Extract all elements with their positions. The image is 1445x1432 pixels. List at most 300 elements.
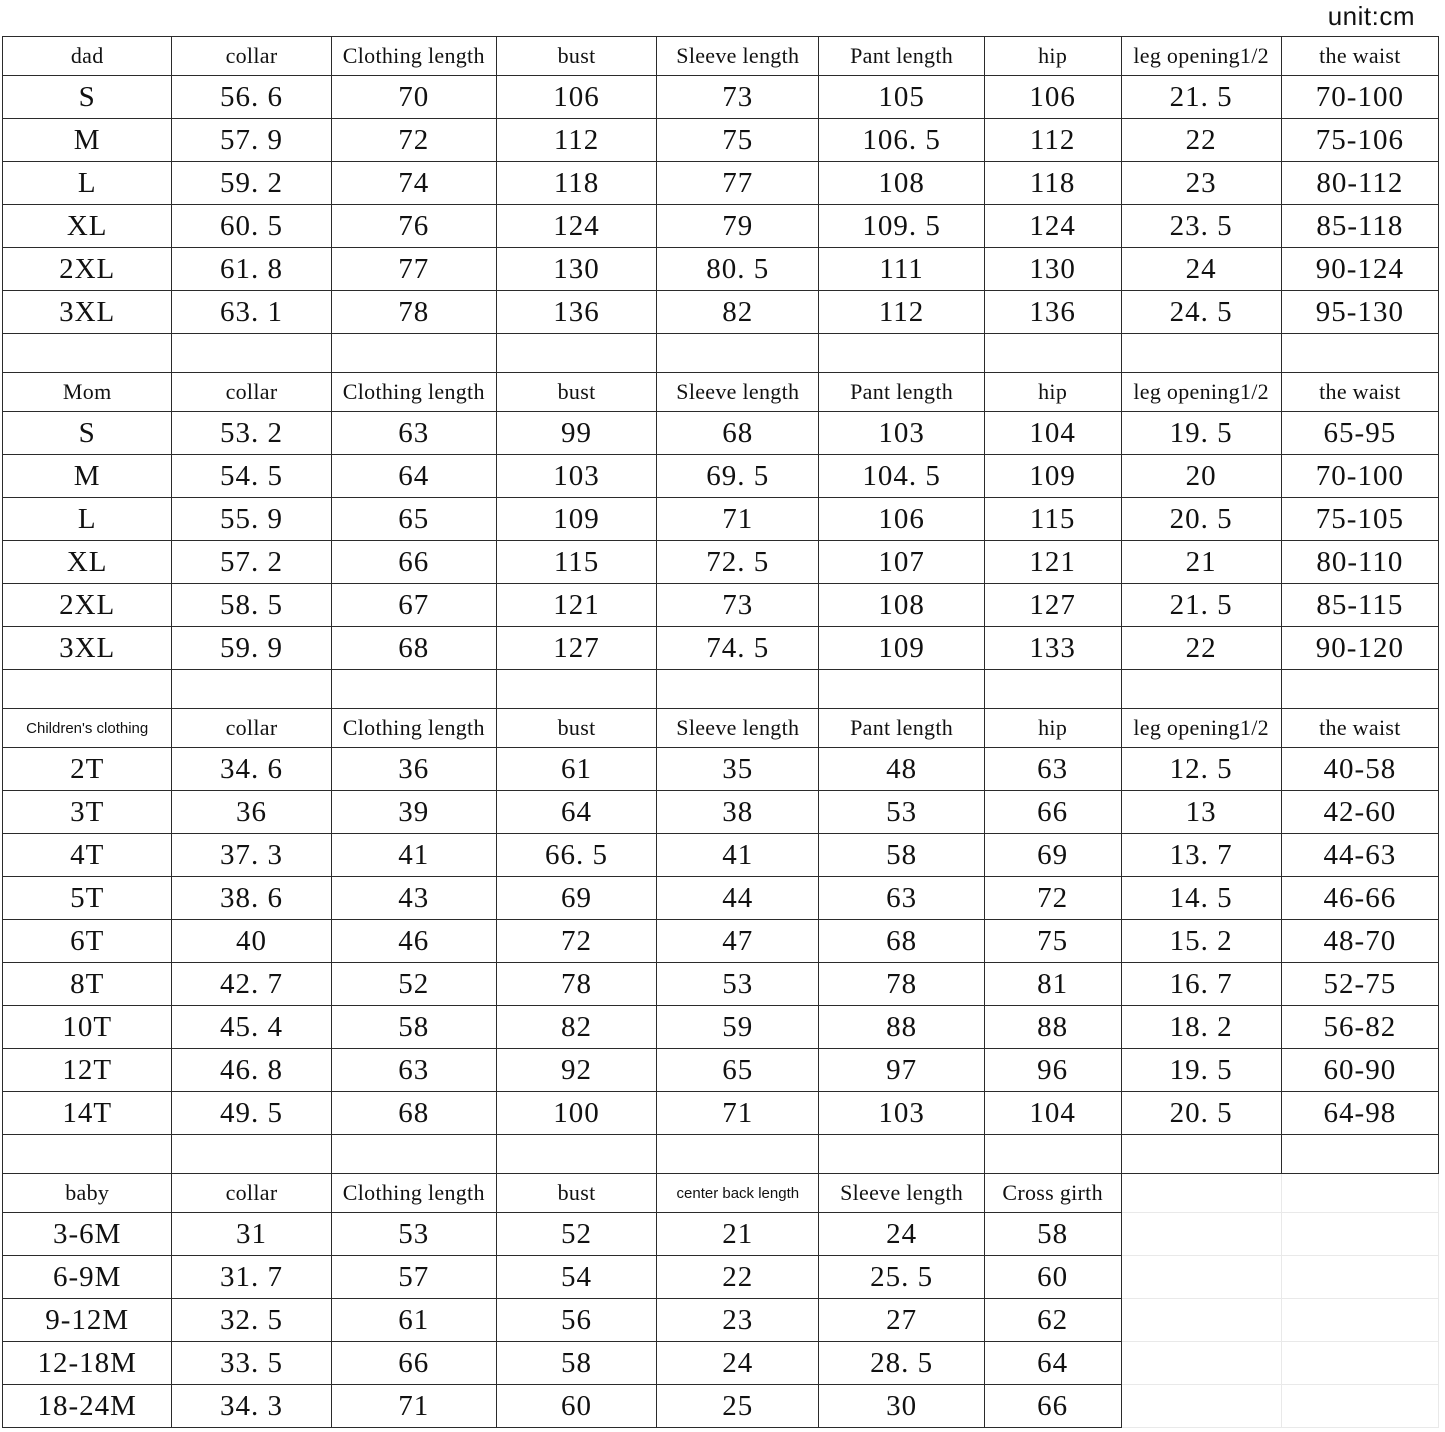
cell-bust: 66. 5 <box>496 834 656 877</box>
col-sleeve-length: Sleeve length <box>657 709 819 748</box>
size-label: 18-24M <box>3 1385 172 1428</box>
size-label: 12T <box>3 1049 172 1092</box>
cell-sleeve-length: 73 <box>657 76 819 119</box>
col-clothing-length: Clothing length <box>331 37 496 76</box>
cell-bust: 121 <box>496 584 656 627</box>
cell-leg-opening: 20 <box>1121 455 1281 498</box>
cell-cross-girth: 66 <box>984 1385 1121 1428</box>
section-spacer <box>3 670 1439 709</box>
cell-center-back-length: 23 <box>657 1299 819 1342</box>
cell-waist: 90-120 <box>1281 627 1438 670</box>
cell-cross-girth: 64 <box>984 1342 1121 1385</box>
cell-bust: 64 <box>496 791 656 834</box>
cell-clothing-length: 53 <box>331 1213 496 1256</box>
col-collar: collar <box>172 1174 331 1213</box>
empty-cell <box>1281 1256 1438 1299</box>
col-bust: bust <box>496 37 656 76</box>
empty-cell <box>1281 1342 1438 1385</box>
empty-cell <box>1281 1174 1438 1213</box>
size-chart-table <box>2 36 1439 1428</box>
table-row <box>3 76 1439 119</box>
cell-pant-length: 106 <box>819 498 984 541</box>
table-row <box>3 1256 1439 1299</box>
cell-sleeve-length: 47 <box>657 920 819 963</box>
cell-clothing-length: 61 <box>331 1299 496 1342</box>
cell-hip: 124 <box>984 205 1121 248</box>
size-label: 6-9M <box>3 1256 172 1299</box>
spacer-cell <box>984 334 1121 373</box>
spacer-cell <box>1121 1135 1281 1174</box>
cell-pant-length: 53 <box>819 791 984 834</box>
cell-waist: 65-95 <box>1281 412 1438 455</box>
cell-pant-length: 105 <box>819 76 984 119</box>
cell-center-back-length: 22 <box>657 1256 819 1299</box>
cell-waist: 60-90 <box>1281 1049 1438 1092</box>
cell-hip: 75 <box>984 920 1121 963</box>
cell-sleeve-length: 35 <box>657 748 819 791</box>
cell-clothing-length: 72 <box>331 119 496 162</box>
cell-bust: 61 <box>496 748 656 791</box>
cell-clothing-length: 57 <box>331 1256 496 1299</box>
cell-pant-length: 112 <box>819 291 984 334</box>
cell-hip: 81 <box>984 963 1121 1006</box>
cell-leg-opening: 19. 5 <box>1121 412 1281 455</box>
table-row <box>3 119 1439 162</box>
table-row <box>3 920 1439 963</box>
cell-sleeve-length: 72. 5 <box>657 541 819 584</box>
cell-hip: 104 <box>984 412 1121 455</box>
cell-collar: 55. 9 <box>172 498 331 541</box>
cell-collar: 34. 3 <box>172 1385 331 1428</box>
cell-sleeve-length: 41 <box>657 834 819 877</box>
cell-bust: 118 <box>496 162 656 205</box>
col-collar: collar <box>172 37 331 76</box>
cell-clothing-length: 46 <box>331 920 496 963</box>
cell-bust: 92 <box>496 1049 656 1092</box>
cell-hip: 112 <box>984 119 1121 162</box>
cell-hip: 121 <box>984 541 1121 584</box>
col-bust: bust <box>496 373 656 412</box>
spacer-cell <box>496 670 656 709</box>
cell-sleeve-length: 28. 5 <box>819 1342 984 1385</box>
cell-hip: 136 <box>984 291 1121 334</box>
cell-pant-length: 103 <box>819 1092 984 1135</box>
spacer-cell <box>331 1135 496 1174</box>
size-label: L <box>3 162 172 205</box>
empty-cell <box>1281 1385 1438 1428</box>
spacer-cell <box>819 670 984 709</box>
cell-leg-opening: 12. 5 <box>1121 748 1281 791</box>
size-label: 8T <box>3 963 172 1006</box>
cell-clothing-length: 52 <box>331 963 496 1006</box>
cell-clothing-length: 66 <box>331 541 496 584</box>
cell-cross-girth: 60 <box>984 1256 1121 1299</box>
cell-collar: 56. 6 <box>172 76 331 119</box>
cell-pant-length: 48 <box>819 748 984 791</box>
cell-collar: 38. 6 <box>172 877 331 920</box>
spacer-cell <box>1281 1135 1438 1174</box>
cell-clothing-length: 70 <box>331 76 496 119</box>
cell-clothing-length: 68 <box>331 627 496 670</box>
table-row <box>3 1049 1439 1092</box>
cell-leg-opening: 24. 5 <box>1121 291 1281 334</box>
cell-leg-opening: 16. 7 <box>1121 963 1281 1006</box>
cell-leg-opening: 22 <box>1121 119 1281 162</box>
col-waist: the waist <box>1281 709 1438 748</box>
cell-clothing-length: 76 <box>331 205 496 248</box>
col-bust: bust <box>496 1174 656 1213</box>
cell-leg-opening: 13. 7 <box>1121 834 1281 877</box>
cell-collar: 33. 5 <box>172 1342 331 1385</box>
cell-bust: 72 <box>496 920 656 963</box>
cell-leg-opening: 14. 5 <box>1121 877 1281 920</box>
spacer-cell <box>172 670 331 709</box>
col-collar: collar <box>172 709 331 748</box>
cell-sleeve-length: 71 <box>657 498 819 541</box>
cell-waist: 64-98 <box>1281 1092 1438 1135</box>
col-hip: hip <box>984 709 1121 748</box>
spacer-cell <box>657 670 819 709</box>
table-row <box>3 1213 1439 1256</box>
cell-clothing-length: 68 <box>331 1092 496 1135</box>
spacer-cell <box>984 1135 1121 1174</box>
cell-collar: 58. 5 <box>172 584 331 627</box>
cell-sleeve-length: 30 <box>819 1385 984 1428</box>
cell-collar: 46. 8 <box>172 1049 331 1092</box>
cell-sleeve-length: 59 <box>657 1006 819 1049</box>
cell-bust: 60 <box>496 1385 656 1428</box>
size-label: 10T <box>3 1006 172 1049</box>
cell-collar: 32. 5 <box>172 1299 331 1342</box>
size-label: 14T <box>3 1092 172 1135</box>
cell-cross-girth: 62 <box>984 1299 1121 1342</box>
size-label: 2T <box>3 748 172 791</box>
cell-leg-opening: 20. 5 <box>1121 498 1281 541</box>
table-row <box>3 291 1439 334</box>
cell-bust: 115 <box>496 541 656 584</box>
cell-collar: 59. 2 <box>172 162 331 205</box>
cell-sleeve-length: 44 <box>657 877 819 920</box>
cell-waist: 46-66 <box>1281 877 1438 920</box>
spacer-cell <box>1281 670 1438 709</box>
spacer-cell <box>496 1135 656 1174</box>
cell-collar: 45. 4 <box>172 1006 331 1049</box>
table-row <box>3 1342 1439 1385</box>
cell-pant-length: 104. 5 <box>819 455 984 498</box>
cell-sleeve-length: 53 <box>657 963 819 1006</box>
table-row <box>3 498 1439 541</box>
cell-hip: 96 <box>984 1049 1121 1092</box>
cell-sleeve-length: 74. 5 <box>657 627 819 670</box>
spacer-cell <box>172 1135 331 1174</box>
spacer-cell <box>1121 334 1281 373</box>
col-waist: the waist <box>1281 373 1438 412</box>
cell-bust: 112 <box>496 119 656 162</box>
cell-leg-opening: 24 <box>1121 248 1281 291</box>
cell-collar: 31. 7 <box>172 1256 331 1299</box>
cell-bust: 106 <box>496 76 656 119</box>
col-sleeve-length: Sleeve length <box>657 37 819 76</box>
table-row <box>3 584 1439 627</box>
spacer-cell <box>657 1135 819 1174</box>
empty-cell <box>1121 1213 1281 1256</box>
cell-clothing-length: 63 <box>331 412 496 455</box>
cell-collar: 57. 2 <box>172 541 331 584</box>
cell-waist: 42-60 <box>1281 791 1438 834</box>
table-row <box>3 834 1439 877</box>
cell-collar: 31 <box>172 1213 331 1256</box>
cell-leg-opening: 18. 2 <box>1121 1006 1281 1049</box>
empty-cell <box>1121 1299 1281 1342</box>
col-pant-length: Pant length <box>819 37 984 76</box>
cell-hip: 69 <box>984 834 1121 877</box>
cell-sleeve-length: 69. 5 <box>657 455 819 498</box>
cell-leg-opening: 15. 2 <box>1121 920 1281 963</box>
table-row <box>3 791 1439 834</box>
size-label: 3-6M <box>3 1213 172 1256</box>
table-row <box>3 1385 1439 1428</box>
cell-clothing-length: 39 <box>331 791 496 834</box>
cell-hip: 72 <box>984 877 1121 920</box>
spacer-cell <box>984 670 1121 709</box>
cell-collar: 42. 7 <box>172 963 331 1006</box>
size-label: 5T <box>3 877 172 920</box>
col-center-back-length: center back length <box>657 1174 819 1213</box>
size-label: S <box>3 412 172 455</box>
cell-pant-length: 58 <box>819 834 984 877</box>
cell-clothing-length: 43 <box>331 877 496 920</box>
table-row <box>3 877 1439 920</box>
cell-bust: 58 <box>496 1342 656 1385</box>
size-label: XL <box>3 205 172 248</box>
cell-hip: 118 <box>984 162 1121 205</box>
cell-clothing-length: 64 <box>331 455 496 498</box>
size-label: 2XL <box>3 248 172 291</box>
cell-clothing-length: 36 <box>331 748 496 791</box>
cell-pant-length: 107 <box>819 541 984 584</box>
cell-waist: 44-63 <box>1281 834 1438 877</box>
header-row-mom <box>3 373 1439 412</box>
spacer-cell <box>496 334 656 373</box>
cell-leg-opening: 21. 5 <box>1121 76 1281 119</box>
cell-center-back-length: 21 <box>657 1213 819 1256</box>
cell-sleeve-length: 38 <box>657 791 819 834</box>
table-row <box>3 963 1439 1006</box>
cell-hip: 109 <box>984 455 1121 498</box>
empty-cell <box>1281 1299 1438 1342</box>
cell-sleeve-length: 73 <box>657 584 819 627</box>
cell-clothing-length: 67 <box>331 584 496 627</box>
cell-collar: 57. 9 <box>172 119 331 162</box>
cell-collar: 49. 5 <box>172 1092 331 1135</box>
col-leg-opening: leg opening1/2 <box>1121 373 1281 412</box>
cell-waist: 70-100 <box>1281 76 1438 119</box>
section-title-baby: baby <box>3 1174 172 1213</box>
cell-sleeve-length: 82 <box>657 291 819 334</box>
cell-collar: 40 <box>172 920 331 963</box>
size-label: M <box>3 455 172 498</box>
cell-clothing-length: 65 <box>331 498 496 541</box>
cell-waist: 70-100 <box>1281 455 1438 498</box>
col-sleeve-length: Sleeve length <box>657 373 819 412</box>
empty-cell <box>1121 1256 1281 1299</box>
cell-leg-opening: 19. 5 <box>1121 1049 1281 1092</box>
cell-clothing-length: 41 <box>331 834 496 877</box>
col-bust: bust <box>496 709 656 748</box>
cell-pant-length: 108 <box>819 162 984 205</box>
header-row-baby <box>3 1174 1439 1213</box>
cell-hip: 127 <box>984 584 1121 627</box>
cell-waist: 85-115 <box>1281 584 1438 627</box>
section-spacer <box>3 1135 1439 1174</box>
cell-sleeve-length: 79 <box>657 205 819 248</box>
table-row <box>3 248 1439 291</box>
cell-center-back-length: 25 <box>657 1385 819 1428</box>
spacer-cell <box>3 1135 172 1174</box>
empty-cell <box>1121 1385 1281 1428</box>
col-pant-length: Pant length <box>819 709 984 748</box>
cell-hip: 130 <box>984 248 1121 291</box>
header-row-children <box>3 709 1439 748</box>
cell-pant-length: 63 <box>819 877 984 920</box>
size-label: L <box>3 498 172 541</box>
cell-waist: 56-82 <box>1281 1006 1438 1049</box>
spacer-cell <box>172 334 331 373</box>
cell-pant-length: 103 <box>819 412 984 455</box>
cell-hip: 88 <box>984 1006 1121 1049</box>
cell-sleeve-length: 75 <box>657 119 819 162</box>
cell-pant-length: 68 <box>819 920 984 963</box>
spacer-cell <box>657 334 819 373</box>
cell-sleeve-length: 80. 5 <box>657 248 819 291</box>
cell-waist: 95-130 <box>1281 291 1438 334</box>
empty-cell <box>1281 1213 1438 1256</box>
cell-sleeve-length: 77 <box>657 162 819 205</box>
cell-waist: 90-124 <box>1281 248 1438 291</box>
cell-collar: 37. 3 <box>172 834 331 877</box>
cell-hip: 115 <box>984 498 1121 541</box>
cell-pant-length: 111 <box>819 248 984 291</box>
section-title-dad: dad <box>3 37 172 76</box>
cell-bust: 127 <box>496 627 656 670</box>
cell-pant-length: 88 <box>819 1006 984 1049</box>
col-clothing-length: Clothing length <box>331 709 496 748</box>
cell-leg-opening: 21. 5 <box>1121 584 1281 627</box>
cell-clothing-length: 66 <box>331 1342 496 1385</box>
unit-label: unit:cm <box>1327 1 1415 31</box>
cell-bust: 52 <box>496 1213 656 1256</box>
table-row <box>3 1092 1439 1135</box>
cell-waist: 80-112 <box>1281 162 1438 205</box>
table-row <box>3 455 1439 498</box>
section-title-children: Children's clothing <box>3 709 172 748</box>
cell-clothing-length: 58 <box>331 1006 496 1049</box>
size-label: 9-12M <box>3 1299 172 1342</box>
cell-waist: 40-58 <box>1281 748 1438 791</box>
cell-bust: 130 <box>496 248 656 291</box>
empty-cell <box>1121 1174 1281 1213</box>
cell-sleeve-length: 71 <box>657 1092 819 1135</box>
cell-bust: 124 <box>496 205 656 248</box>
cell-pant-length: 97 <box>819 1049 984 1092</box>
size-label: M <box>3 119 172 162</box>
cell-clothing-length: 71 <box>331 1385 496 1428</box>
section-title-mom: Mom <box>3 373 172 412</box>
cell-collar: 54. 5 <box>172 455 331 498</box>
cell-hip: 133 <box>984 627 1121 670</box>
cell-clothing-length: 74 <box>331 162 496 205</box>
cell-cross-girth: 58 <box>984 1213 1121 1256</box>
cell-leg-opening: 22 <box>1121 627 1281 670</box>
cell-waist: 75-105 <box>1281 498 1438 541</box>
size-label: XL <box>3 541 172 584</box>
spacer-cell <box>3 334 172 373</box>
cell-sleeve-length: 65 <box>657 1049 819 1092</box>
cell-leg-opening: 23 <box>1121 162 1281 205</box>
cell-leg-opening: 13 <box>1121 791 1281 834</box>
col-sleeve-length: Sleeve length <box>819 1174 984 1213</box>
cell-pant-length: 109. 5 <box>819 205 984 248</box>
cell-sleeve-length: 24 <box>819 1213 984 1256</box>
size-label: 3XL <box>3 291 172 334</box>
col-leg-opening: leg opening1/2 <box>1121 37 1281 76</box>
table-row <box>3 541 1439 584</box>
cell-pant-length: 78 <box>819 963 984 1006</box>
spacer-cell <box>3 670 172 709</box>
spacer-cell <box>1121 670 1281 709</box>
size-label: 6T <box>3 920 172 963</box>
spacer-cell <box>331 334 496 373</box>
cell-pant-length: 106. 5 <box>819 119 984 162</box>
cell-hip: 104 <box>984 1092 1121 1135</box>
size-label: 2XL <box>3 584 172 627</box>
header-row-dad <box>3 37 1439 76</box>
cell-bust: 99 <box>496 412 656 455</box>
cell-waist: 48-70 <box>1281 920 1438 963</box>
cell-clothing-length: 63 <box>331 1049 496 1092</box>
spacer-cell <box>1281 334 1438 373</box>
cell-bust: 100 <box>496 1092 656 1135</box>
col-clothing-length: Clothing length <box>331 1174 496 1213</box>
size-label: 3T <box>3 791 172 834</box>
cell-waist: 75-106 <box>1281 119 1438 162</box>
cell-collar: 60. 5 <box>172 205 331 248</box>
cell-hip: 106 <box>984 76 1121 119</box>
size-label: 4T <box>3 834 172 877</box>
cell-bust: 54 <box>496 1256 656 1299</box>
cell-sleeve-length: 68 <box>657 412 819 455</box>
table-row <box>3 1299 1439 1342</box>
empty-cell <box>1121 1342 1281 1385</box>
cell-bust: 136 <box>496 291 656 334</box>
spacer-cell <box>819 1135 984 1174</box>
cell-leg-opening: 23. 5 <box>1121 205 1281 248</box>
cell-collar: 61. 8 <box>172 248 331 291</box>
cell-bust: 56 <box>496 1299 656 1342</box>
size-label: S <box>3 76 172 119</box>
size-label: 3XL <box>3 627 172 670</box>
spacer-cell <box>819 334 984 373</box>
cell-bust: 109 <box>496 498 656 541</box>
cell-pant-length: 109 <box>819 627 984 670</box>
cell-waist: 85-118 <box>1281 205 1438 248</box>
table-row <box>3 412 1439 455</box>
cell-collar: 59. 9 <box>172 627 331 670</box>
table-row <box>3 627 1439 670</box>
cell-hip: 66 <box>984 791 1121 834</box>
cell-leg-opening: 21 <box>1121 541 1281 584</box>
cell-collar: 53. 2 <box>172 412 331 455</box>
